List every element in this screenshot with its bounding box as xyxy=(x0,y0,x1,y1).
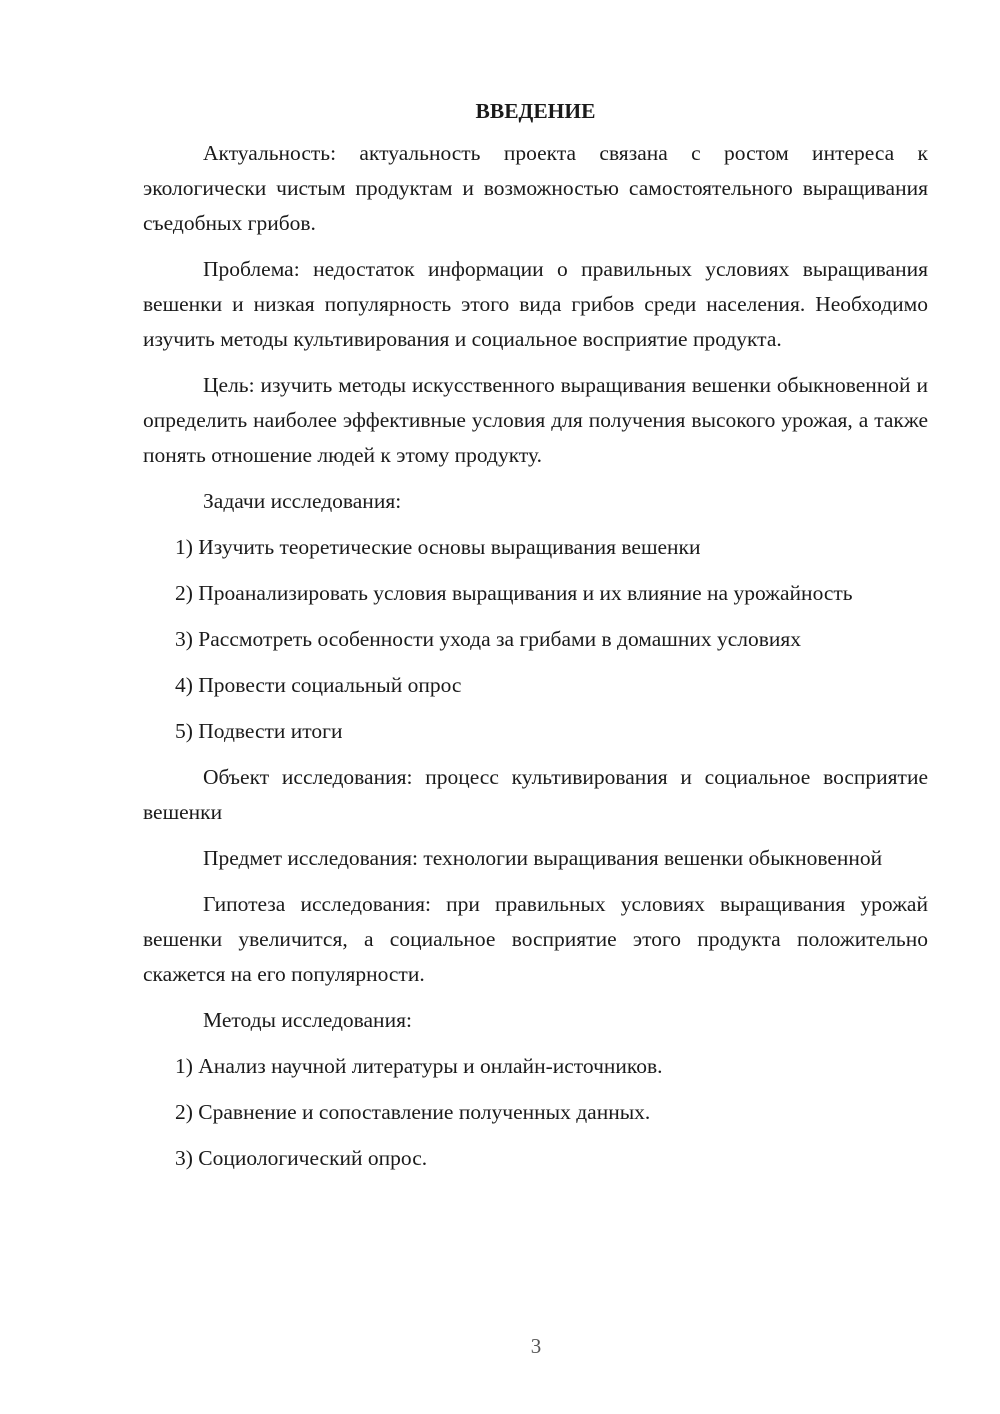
task-item-4: 4) Провести социальный опрос xyxy=(175,673,462,697)
page-number: 3 xyxy=(530,1334,542,1358)
methods-label: Методы исследования: xyxy=(203,1008,412,1032)
relevance-paragraph: Актуальность: актуальность проекта связана с ростом интереса к экологически чистым продуктам и возможностью самостоятельного выращивания съедобных грибов. xyxy=(143,141,928,235)
object-paragraph: Объект исследования: процесс культивирования и социальное восприятие вешенки xyxy=(143,765,928,824)
subject-paragraph: Предмет исследования: технологии выращивания вешенки обыкновенной xyxy=(203,846,883,870)
method-item-3: 3) Социологический опрос. xyxy=(175,1146,428,1170)
page-content xyxy=(143,96,928,1187)
task-item-1: 1) Изучить теоретические основы выращивания вешенки xyxy=(175,535,701,559)
hypothesis-paragraph: Гипотеза исследования: при правильных условиях выращивания урожай вешенки увеличится, а социальное восприятие этого продукта положительно скажется на его популярности. xyxy=(143,892,928,986)
method-item-2: 2) Сравнение и сопоставление полученных данных. xyxy=(175,1100,651,1124)
task-item-2: 2) Проанализировать условия выращивания и их влияние на урожайность xyxy=(175,581,853,605)
goal-paragraph: Цель: изучить методы искусственного выращивания вешенки обыкновенной и определить наиболее эффективные условия для получения высокого урожая, а также понять отношение людей к этому продукту. xyxy=(143,373,928,467)
tasks-label: Задачи исследования: xyxy=(203,489,402,513)
task-item-5: 5) Подвести итоги xyxy=(175,719,343,743)
task-item-3: 3) Рассмотреть особенности ухода за грибами в домашних условиях xyxy=(175,627,802,651)
section-heading: ВВЕДЕНИЕ xyxy=(475,99,596,123)
problem-paragraph: Проблема: недостаток информации о правильных условиях выращивания вешенки и низкая популярность этого вида грибов среди населения. Необходимо изучить методы культивирования и социальное восприятие продукта. xyxy=(143,257,928,351)
method-item-1: 1) Анализ научной литературы и онлайн-источников. xyxy=(175,1054,663,1078)
